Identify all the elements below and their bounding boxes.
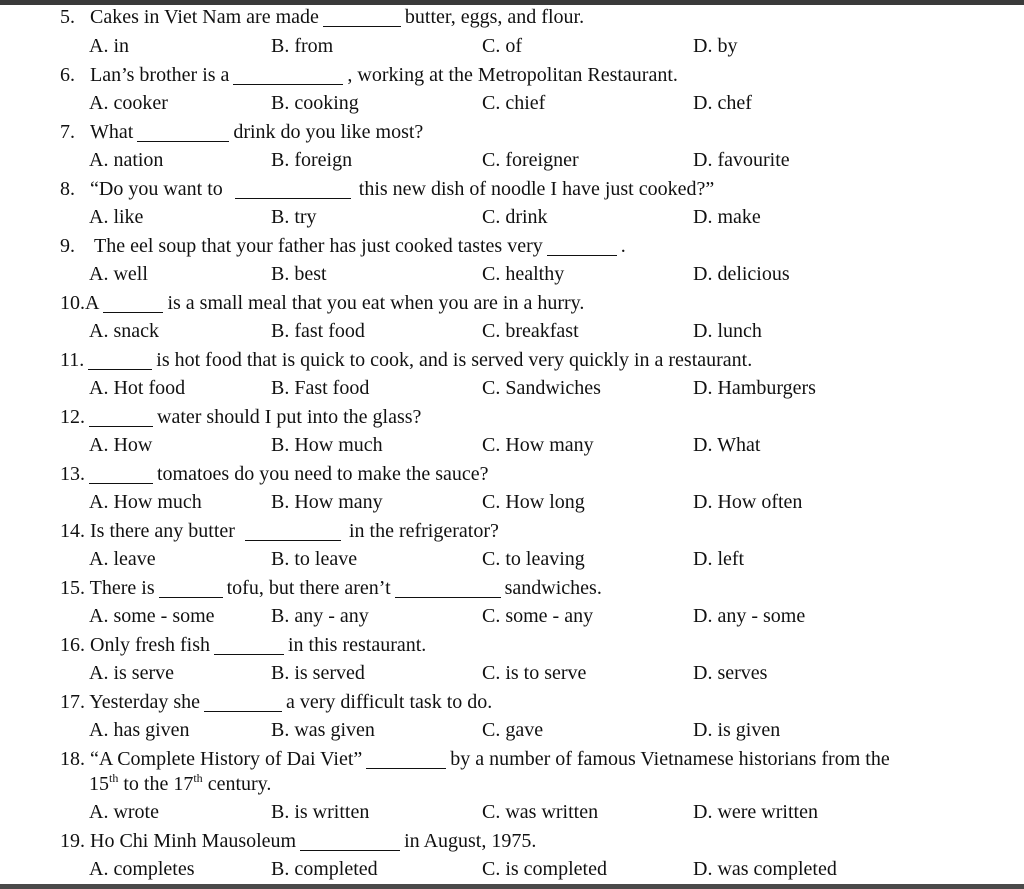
option-a[interactable]: A. some - some	[89, 605, 215, 627]
stem-text: Lan’s brother is a	[90, 64, 230, 86]
stem-text: A	[85, 292, 100, 314]
options-row	[0, 89, 1024, 117]
option-b[interactable]: B. was given	[271, 719, 375, 741]
question-stem	[60, 289, 584, 317]
question-stem	[60, 745, 890, 773]
option-a[interactable]: A. like	[89, 206, 144, 228]
option-a[interactable]: A. cooker	[89, 92, 168, 114]
stem-text: What	[90, 121, 134, 143]
question-number: 11.	[60, 349, 85, 371]
question-number: 8.	[60, 178, 75, 200]
option-d[interactable]: D. What	[693, 434, 761, 456]
options-row	[0, 203, 1024, 231]
stem-text: Is there any butter	[90, 520, 235, 542]
option-d[interactable]: D. Hamburgers	[693, 377, 816, 399]
option-b[interactable]: B. try	[271, 206, 317, 228]
option-d[interactable]: D. serves	[693, 662, 768, 684]
stem-text: by a number of famous Vietnamese historians from the	[450, 748, 890, 770]
option-b[interactable]: B. to leave	[271, 548, 358, 570]
answer-blank[interactable]	[159, 577, 223, 598]
option-c[interactable]: C. is completed	[482, 858, 607, 880]
options-row	[0, 146, 1024, 174]
question-number: 18.	[60, 748, 85, 770]
option-a[interactable]: A. nation	[89, 149, 164, 171]
option-c[interactable]: C. to leaving	[482, 548, 585, 570]
option-d[interactable]: D. was completed	[693, 858, 837, 880]
answer-blank[interactable]	[89, 406, 153, 427]
stem-text: to the 17	[118, 773, 194, 795]
question-number: 9.	[60, 235, 75, 257]
stem-text: in August, 1975.	[404, 830, 537, 852]
stem-text: The eel soup that your father has just cooked tastes very	[94, 235, 543, 257]
option-d[interactable]: D. any - some	[693, 605, 806, 627]
option-c[interactable]: C. chief	[482, 92, 546, 114]
stem-text: in the refrigerator?	[348, 520, 499, 542]
option-c[interactable]: C. healthy	[482, 263, 565, 285]
stem-text: There is	[89, 577, 155, 599]
options-row	[0, 374, 1024, 402]
option-b[interactable]: B. Fast food	[271, 377, 370, 399]
stem-text: butter, eggs, and flour.	[404, 6, 585, 28]
option-c[interactable]: C. drink	[482, 206, 548, 228]
stem-text: a very difficult task to do.	[286, 691, 493, 713]
option-a[interactable]: A. wrote	[89, 801, 159, 823]
question-stem	[60, 460, 489, 488]
option-d[interactable]: D. favourite	[693, 149, 790, 171]
option-a[interactable]: A. is serve	[89, 662, 174, 684]
answer-blank[interactable]	[214, 634, 284, 655]
option-d[interactable]: D. were written	[693, 801, 818, 823]
stem-text: is a small meal that you eat when you are in a hurry.	[167, 292, 585, 314]
option-c[interactable]: C. breakfast	[482, 320, 579, 342]
question-number: 14.	[60, 520, 85, 542]
question-number: 12.	[60, 406, 85, 428]
option-c[interactable]: C. Sandwiches	[482, 377, 601, 399]
option-b[interactable]: B. foreign	[271, 149, 353, 171]
stem-text: tomatoes do you need to make the sauce?	[157, 463, 489, 485]
stem-text: is hot food that is quick to cook, and is served very quickly in a restaurant.	[156, 349, 753, 371]
question-number: 15.	[60, 577, 85, 599]
stem-text: , working at the Metropolitan Restaurant.	[347, 64, 678, 86]
question-stem	[60, 688, 492, 716]
option-b[interactable]: B. is served	[271, 662, 365, 684]
question-stem	[60, 61, 678, 89]
option-d[interactable]: D. chef	[693, 92, 752, 114]
option-a[interactable]: A. has given	[89, 719, 190, 741]
option-c[interactable]: C. foreigner	[482, 149, 579, 171]
answer-blank[interactable]	[103, 292, 163, 313]
option-b[interactable]: B. any - any	[271, 605, 369, 627]
option-d[interactable]: D. make	[693, 206, 761, 228]
option-b[interactable]: B. is written	[271, 801, 370, 823]
question-number: 13.	[60, 463, 85, 485]
stem-text: Only fresh fish	[90, 634, 210, 656]
question-stem	[60, 346, 752, 374]
option-d[interactable]: D. left	[693, 548, 745, 570]
stem-text: Yesterday she	[89, 691, 200, 713]
superscript: th	[109, 771, 119, 785]
option-a[interactable]: A. Hot food	[89, 377, 186, 399]
option-c[interactable]: C. How long	[482, 491, 585, 513]
option-c[interactable]: C. is to serve	[482, 662, 587, 684]
stem-text: century.	[202, 773, 272, 795]
option-a[interactable]: A. How	[89, 434, 153, 456]
option-c[interactable]: C. gave	[482, 719, 544, 741]
bottom-border	[0, 884, 1024, 889]
question-number: 17.	[60, 691, 85, 713]
question-stem-continued	[89, 770, 271, 798]
option-c[interactable]: C. of	[482, 35, 522, 57]
option-a[interactable]: A. How much	[89, 491, 202, 513]
answer-blank[interactable]	[233, 64, 343, 85]
stem-text: “A Complete History of Dai Viet”	[90, 748, 363, 770]
question-number: 10.	[60, 292, 85, 314]
stem-text: in this restaurant.	[287, 634, 427, 656]
question-stem	[60, 3, 584, 31]
question-stem	[60, 403, 421, 431]
answer-blank[interactable]	[395, 577, 501, 598]
stem-text: Cakes in Viet Nam are made	[90, 6, 319, 28]
stem-text: sandwiches.	[504, 577, 602, 599]
option-b[interactable]: B. How many	[271, 491, 383, 513]
question-stem	[60, 631, 426, 659]
answer-blank[interactable]	[89, 463, 153, 484]
question-stem	[60, 232, 626, 260]
stem-text: tofu, but there aren’t	[226, 577, 391, 599]
answer-blank[interactable]	[366, 748, 446, 769]
option-c[interactable]: C. How many	[482, 434, 594, 456]
options-row	[0, 488, 1024, 516]
option-b[interactable]: B. completed	[271, 858, 378, 880]
option-b[interactable]: B. from	[271, 35, 334, 57]
options-row	[0, 659, 1024, 687]
option-d[interactable]: D. by	[693, 35, 738, 57]
answer-blank[interactable]	[323, 6, 401, 27]
option-a[interactable]: A. in	[89, 35, 129, 57]
stem-text: 15	[89, 773, 109, 795]
stem-text: this new dish of noodle I have just cooked?”	[358, 178, 715, 200]
options-row	[0, 545, 1024, 573]
option-c[interactable]: C. was written	[482, 801, 599, 823]
superscript: th	[193, 771, 203, 785]
options-row	[0, 716, 1024, 744]
option-d[interactable]: D. is given	[693, 719, 781, 741]
stem-text: Ho Chi Minh Mausoleum	[90, 830, 297, 852]
option-d[interactable]: D. delicious	[693, 263, 790, 285]
option-b[interactable]: B. How much	[271, 434, 383, 456]
option-d[interactable]: D. How often	[693, 491, 803, 513]
answer-blank[interactable]	[547, 235, 617, 256]
question-number: 19.	[60, 830, 85, 852]
question-stem	[60, 827, 536, 855]
question-stem	[60, 517, 499, 545]
options-row	[0, 32, 1024, 60]
stem-text: drink do you like most?	[233, 121, 424, 143]
options-row	[0, 317, 1024, 345]
options-row	[0, 260, 1024, 288]
question-stem	[60, 118, 423, 146]
stem-text: .	[620, 235, 626, 257]
answer-blank[interactable]	[245, 520, 341, 541]
answer-blank[interactable]	[300, 830, 400, 851]
options-row	[0, 855, 1024, 883]
option-a[interactable]: A. leave	[89, 548, 156, 570]
option-b[interactable]: B. fast food	[271, 320, 365, 342]
option-c[interactable]: C. some - any	[482, 605, 594, 627]
stem-text: water should I put into the glass?	[157, 406, 422, 428]
option-b[interactable]: B. cooking	[271, 92, 359, 114]
answer-blank[interactable]	[88, 349, 152, 370]
option-b[interactable]: B. best	[271, 263, 327, 285]
question-number: 16.	[60, 634, 85, 656]
question-number: 5.	[60, 6, 75, 28]
stem-text: “Do you want to	[90, 178, 223, 200]
option-a[interactable]: A. completes	[89, 858, 195, 880]
options-row	[0, 798, 1024, 826]
answer-blank[interactable]	[235, 178, 351, 199]
option-a[interactable]: A. well	[89, 263, 148, 285]
question-stem	[60, 175, 714, 203]
options-row	[0, 431, 1024, 459]
options-row	[0, 602, 1024, 630]
question-number: 6.	[60, 64, 75, 86]
answer-blank[interactable]	[204, 691, 282, 712]
question-number: 7.	[60, 121, 75, 143]
option-a[interactable]: A. snack	[89, 320, 159, 342]
answer-blank[interactable]	[137, 121, 229, 142]
question-stem	[60, 574, 602, 602]
option-d[interactable]: D. lunch	[693, 320, 762, 342]
